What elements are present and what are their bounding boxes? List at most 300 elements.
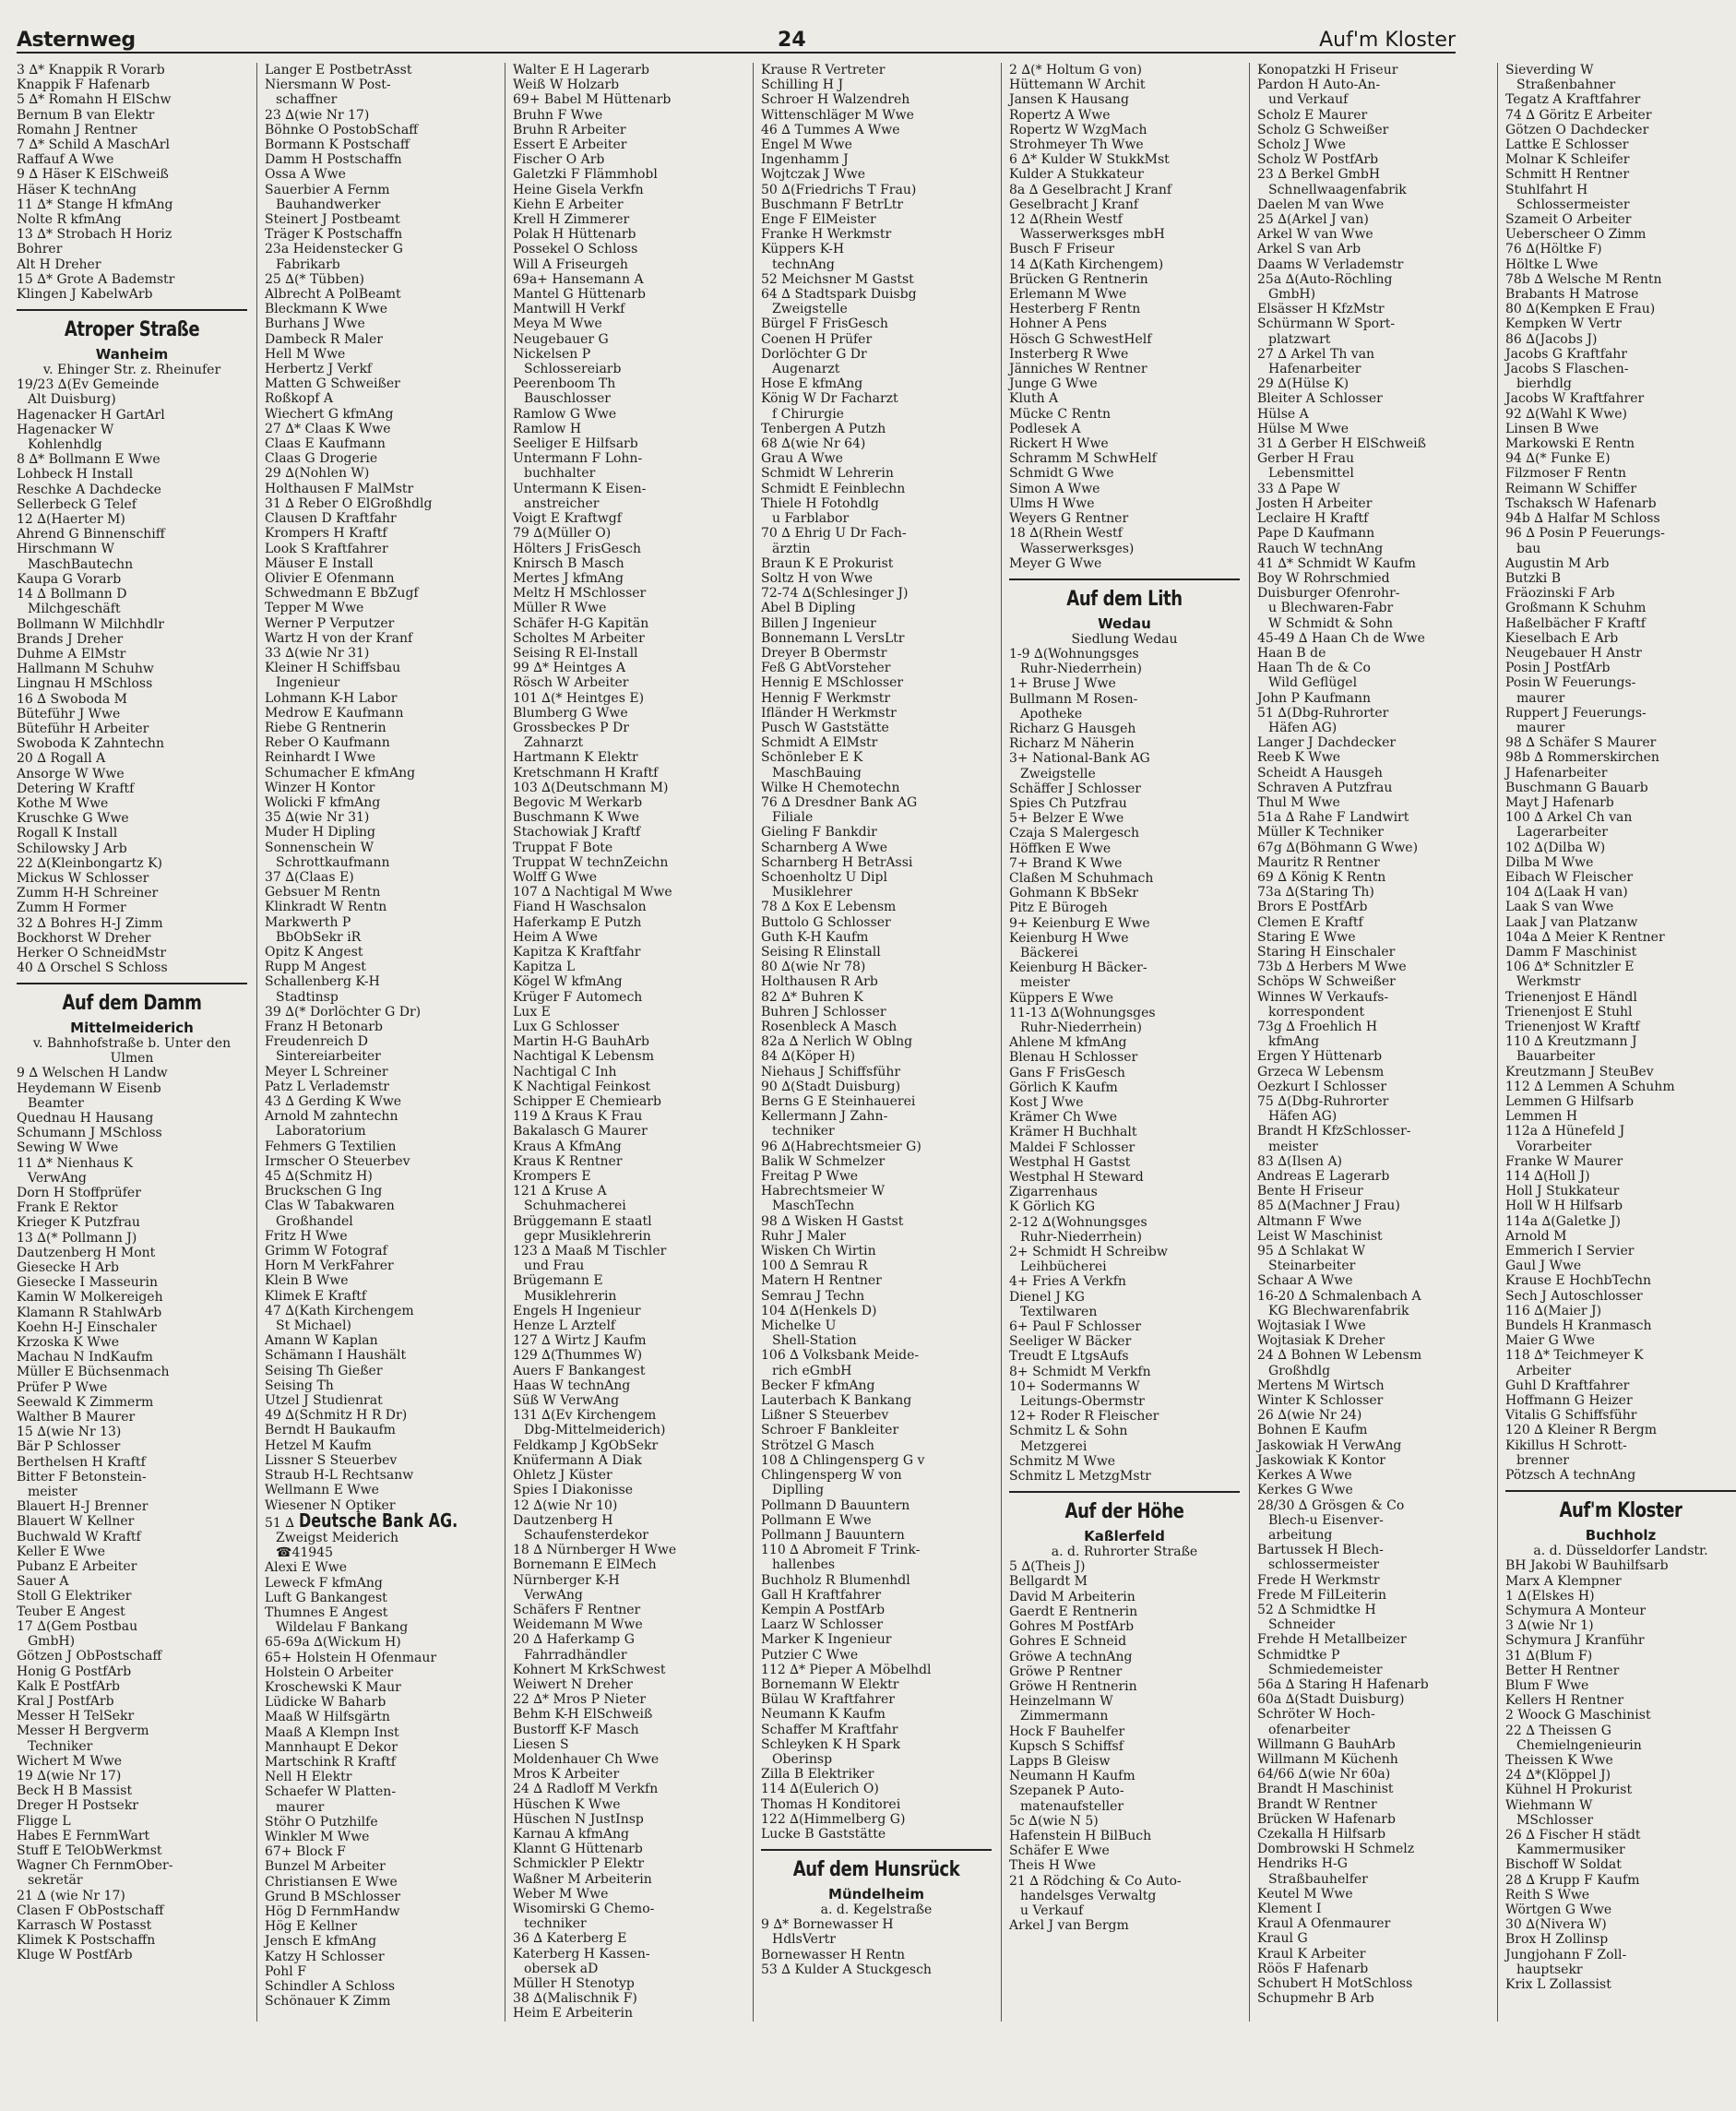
listing-entry: Lißner S Steuerbev <box>761 1408 889 1424</box>
listing-entry: 27 ∆* Claas K Wwe <box>265 421 391 436</box>
listing-entry: 100 ∆ Semrau R <box>761 1258 868 1274</box>
listing-entry: Jensch E kfmAng <box>265 1934 377 1950</box>
listing-entry: 45 ∆(Schmitz H) <box>265 1169 373 1185</box>
listing-entry: Großmann K Schuhm <box>1505 601 1647 616</box>
listing-entry: Blauert W Kellner <box>17 1514 135 1530</box>
listing-entry: Dreyer B Obermstr <box>761 645 887 661</box>
listing-entry: Blumberg G Wwe <box>513 705 628 721</box>
listing-entry: Honig G PostfArb <box>17 1664 132 1679</box>
listing-entry: Truppat W technZeichn <box>513 854 669 870</box>
listing-entry: Weber M Wwe <box>513 1886 609 1902</box>
listing-entry: 19/23 ∆(Ev Gemeinde <box>17 377 160 393</box>
listing-entry: Schaar A Wwe <box>1257 1273 1353 1289</box>
listing-entry: Pubanz E Arbeiter <box>17 1559 137 1575</box>
listing-entry: Prüfer P Wwe <box>17 1379 108 1395</box>
listing-entry: Buschmann F BetrLtr <box>761 197 904 212</box>
listing-entry: maurer <box>276 1799 325 1815</box>
listing-entry: Krämer H Buchhalt <box>1009 1125 1137 1140</box>
listing-entry: Bakalasch G Maurer <box>513 1124 648 1139</box>
listing-entry: Hennig F Werkmstr <box>761 690 891 706</box>
listing-entry: Thiele H Fotohdlg <box>761 495 879 511</box>
listing-entry: sekretär <box>28 1873 83 1889</box>
listing-entry: Habrechtsmeier W <box>761 1184 886 1199</box>
listing-entry: Lebensmittel <box>1268 466 1354 482</box>
listing-entry: Christiansen E Wwe <box>265 1874 398 1890</box>
listing-entry: Begovic M Werkarb <box>513 794 643 810</box>
listing-entry: Mertens M Wirtsch <box>1257 1378 1385 1393</box>
listing-entry: Steinert J Postbeamt <box>265 212 400 228</box>
listing-entry: 92 ∆(Wahl K Wwe) <box>1505 406 1627 422</box>
listing-entry: 15 ∆* Grote A Bademstr <box>17 271 175 287</box>
listing-entry: Busch F Friseur <box>1009 242 1115 257</box>
listing-entry: MaschBauing <box>772 765 862 781</box>
listing-entry: Hösch G SchwestHelf <box>1009 331 1152 347</box>
street-extent: v. Ehinger Str. z. Rheinufer <box>42 363 221 378</box>
listing-entry: Zumm H-H Schreiner <box>17 886 159 901</box>
listing-entry: 22 ∆ Theissen G <box>1505 1723 1611 1738</box>
listing-entry: Hög E Kellner <box>265 1919 358 1935</box>
listing-entry: 8+ Schmidt M Verkfn <box>1009 1364 1151 1379</box>
listing-entry: bau <box>1516 541 1541 556</box>
listing-entry: Markwerth P <box>265 914 351 930</box>
listing-entry: 40 ∆ Orschel S Schloss <box>17 960 168 976</box>
listing-entry: Mertes J kfmAng <box>513 570 624 586</box>
listing-entry: Klamann R StahlwArb <box>17 1305 162 1320</box>
listing-entry: Schmiedemeister <box>1268 1662 1383 1677</box>
listing-entry: MSchlosser <box>1516 1812 1594 1828</box>
listing-entry: Müller K Techniker <box>1257 825 1384 841</box>
listing-entry: Behm K-H ElSchweiß <box>513 1707 653 1723</box>
listing-entry: Wittenschläger M Wwe <box>761 107 914 123</box>
listing-entry: Hafenarbeiter <box>1268 362 1361 377</box>
listing-entry: Küppers E Wwe <box>1009 990 1114 1006</box>
listing-entry: 5+ Belzer E Wwe <box>1009 811 1124 827</box>
listing-entry: Buschmann K Wwe <box>513 810 640 826</box>
listing-entry: Marx A Klempner <box>1505 1573 1622 1589</box>
listing-entry: Götzen J ObPostschaff <box>17 1649 162 1664</box>
listing-entry: 112a ∆ Hünefeld J <box>1505 1124 1625 1139</box>
listing-entry: Giesecke I Masseurin <box>17 1275 158 1291</box>
listing-entry: Thomas H Konditorei <box>761 1796 901 1812</box>
listing-entry: Seewald K Zimmerm <box>17 1394 154 1410</box>
listing-entry: 39 ∆(* Dorlöchter G Dr) <box>265 1004 422 1020</box>
listing-entry: Wilke H Chemotechn <box>761 780 900 795</box>
district-name: Wedau <box>1098 614 1151 632</box>
street-extent: a. d. Kegelstraße <box>820 1902 933 1918</box>
listing-entry: Berndt H Baukaufm <box>265 1423 396 1438</box>
column-7 <box>1497 63 1736 2022</box>
listing-entry: Grau A Wwe <box>761 451 843 467</box>
listing-entry: Alt H Dreher <box>17 256 101 272</box>
listing-entry: Häfen AG) <box>1268 1109 1338 1125</box>
listing-entry: 69 ∆ König K Rentn <box>1257 869 1386 885</box>
listing-entry: 84 ∆(Köper H) <box>761 1049 856 1065</box>
listing-entry: Kapitza K Kraftfahr <box>513 944 641 960</box>
listing-entry: Schöps W Schweißer <box>1257 974 1396 990</box>
listing-entry: 21 ∆ (wie Nr 17) <box>17 1888 125 1903</box>
listing-entry: Schwedmann E BbZugf <box>265 586 419 602</box>
listing-entry: Insterberg R Wwe <box>1009 346 1129 362</box>
listing-entry: Herbertz J Verkf <box>265 362 373 377</box>
listing-entry: Schäffer J Schlosser <box>1009 781 1141 796</box>
listing-entry: Nolte R kfmAng <box>17 212 122 228</box>
listing-entry: 64/66 ∆(wie Nr 60a) <box>1257 1767 1391 1783</box>
listing-entry: Hendriks H-G <box>1257 1856 1348 1872</box>
listing-entry: HdlsVertr <box>772 1932 836 1948</box>
listing-entry: 73g ∆ Froehlich H <box>1257 1020 1378 1034</box>
listing-entry: Leclaire H Kraftf <box>1257 511 1369 527</box>
listing-entry: Bellgardt M <box>1009 1574 1088 1590</box>
listing-entry: Zweigstelle <box>1020 766 1096 781</box>
listing-entry: Hohner A Pens <box>1009 316 1107 332</box>
listing-entry: Freitag P Wwe <box>761 1169 859 1185</box>
listing-entry: 13 ∆* Strobach H Horiz <box>17 227 172 243</box>
listing-entry: Posin J PostfArb <box>1505 661 1611 676</box>
listing-entry: 5c ∆(wie N 5) <box>1009 1813 1099 1829</box>
listing-entry: VerwAng <box>28 1170 87 1186</box>
listing-entry: Großhdlg <box>1268 1363 1331 1378</box>
listing-entry: 13 ∆(* Pollmann J) <box>17 1230 137 1246</box>
listing-entry: Kempin A PostfArb <box>761 1602 886 1617</box>
listing-entry: Ossa A Wwe <box>265 167 346 183</box>
listing-entry: Scholtes M Arbeiter <box>513 630 645 646</box>
listing-entry: Meltz H MSchlosser <box>513 586 647 602</box>
listing-entry: Trienenjost W Kraftf <box>1505 1020 1640 1034</box>
listing-entry: Wagner Ch FernmOber- <box>17 1858 173 1874</box>
listing-entry: 99 ∆* Heintges A <box>513 661 626 676</box>
listing-entry: Arkel W van Wwe <box>1257 227 1373 243</box>
listing-entry: Maaß A Klempn Inst <box>265 1724 399 1740</box>
listing-entry: Büteführ H Arbeiter <box>17 721 149 736</box>
street-heading: Auf dem Hunsrück <box>792 1858 960 1882</box>
listing-entry: Haferkamp E Putzh <box>513 914 642 930</box>
listing-entry: Kerkes G Wwe <box>1257 1483 1353 1498</box>
listing-entry: Scholz G Schweißer <box>1257 122 1389 137</box>
listing-entry: Klimek E Kraftf <box>265 1288 367 1304</box>
listing-entry: Muder H Dipling <box>265 825 375 841</box>
listing-entry: Roßkopf A <box>265 391 333 407</box>
listing-entry: 2 ∆(* Holtum G von) <box>1009 63 1142 78</box>
listing-entry: Waßner M Arbeiterin <box>513 1871 652 1887</box>
listing-entry: Polak H Hüttenarb <box>513 227 636 243</box>
listing-entry: Sauer A <box>17 1574 69 1590</box>
listing-entry: Heim A Wwe <box>513 929 598 945</box>
listing-entry: Karrasch W Postasst <box>17 1917 152 1933</box>
listing-entry: Henze L Arztelf <box>513 1318 616 1334</box>
listing-entry: Hock F Bauhelfer <box>1009 1723 1125 1739</box>
listing-entry: Beck H B Massist <box>17 1783 133 1799</box>
listing-entry: maurer <box>1516 690 1565 706</box>
listing-entry: 98 ∆ Schäfer S Maurer <box>1505 735 1657 751</box>
listing-entry: Schroer F Bankleiter <box>761 1423 899 1438</box>
listing-entry: Riebe G Rentnerin <box>265 720 386 735</box>
listing-entry: Daams W Verlademstr <box>1257 256 1404 272</box>
listing-entry: Ulms H Wwe <box>1009 495 1095 511</box>
listing-entry: 106 ∆ Volksbank Meide- <box>761 1348 920 1364</box>
listing-entry: Kraus A KfmAng <box>513 1139 622 1154</box>
listing-entry: Kraus K Rentner <box>513 1153 623 1169</box>
listing-entry: Wisomirski G Chemo- <box>513 1901 655 1916</box>
listing-entry: 20 ∆ Rogall A <box>17 751 106 767</box>
listing-entry: 46 ∆ Tummes A Wwe <box>761 122 900 137</box>
listing-entry: Neumann H Kaufm <box>1009 1769 1136 1784</box>
street-heading: Auf dem Lith <box>1066 587 1183 611</box>
listing-entry: meister <box>1020 975 1070 991</box>
street-heading: Auf der Höhe <box>1064 1500 1184 1524</box>
listing-entry: Bunzel M Arbeiter <box>265 1859 386 1875</box>
listing-entry: Gröwe A technAng <box>1009 1649 1133 1664</box>
listing-entry: hallenbes <box>772 1557 836 1573</box>
listing-entry: 110 ∆ Kreutzmann J <box>1505 1034 1637 1050</box>
listing-entry: Brox H Zollinsp <box>1505 1932 1609 1948</box>
street-extent: Siedlung Wedau <box>1071 631 1178 647</box>
listing-entry: Ingenhamm J <box>761 152 849 168</box>
listing-entry: Possekel O Schloss <box>513 242 638 257</box>
listing-entry: Westphal H Gastst <box>1009 1154 1131 1170</box>
listing-entry: Claas G Drogerie <box>265 451 378 467</box>
listing-entry: Trienenjost E Stuhl <box>1505 1004 1633 1020</box>
listing-entry: Ansorge W Wwe <box>17 766 125 781</box>
listing-entry: Schubert H MotSchloss <box>1257 1976 1413 1991</box>
listing-entry: Alexi E Wwe <box>265 1560 348 1576</box>
listing-entry: Fahrradhändler <box>524 1647 627 1663</box>
listing-entry: 24 ∆ Bohnen W Lebensm <box>1257 1348 1422 1364</box>
listing-entry: Lux G Schlosser <box>513 1020 619 1034</box>
listing-entry: Willmann M Küchenh <box>1257 1751 1398 1767</box>
listing-entry: Wojtasiak I Wwe <box>1257 1318 1366 1334</box>
listing-entry: Bullmann M Rosen- <box>1009 691 1138 707</box>
listing-entry: Better H Rentner <box>1505 1663 1620 1678</box>
listing-entry: Putzier C Wwe <box>761 1647 859 1663</box>
listing-entry: 52 Meichsner M Gastst <box>761 271 914 287</box>
listing-entry: brenner <box>1516 1452 1569 1468</box>
listing-entry: platzwart <box>1268 331 1331 347</box>
listing-entry: Guhl D Kraftfahrer <box>1505 1378 1630 1393</box>
listing-entry: 76 ∆(Höltke F) <box>1505 242 1602 257</box>
listing-entry: 122 ∆(Himmelberg G) <box>761 1811 906 1827</box>
listing-entry: Peerenboom Th <box>513 376 616 392</box>
listing-entry: Buttolo G Schlosser <box>761 914 891 930</box>
listing-entry: Damm F Maschinist <box>1505 944 1637 960</box>
listing-entry: Augenarzt <box>772 362 840 377</box>
listing-entry: Wörtgen G Wwe <box>1505 1902 1612 1917</box>
listing-entry: Mickus W Schlosser <box>17 870 149 886</box>
listing-entry: Zimmermann <box>1020 1709 1109 1724</box>
listing-entry: Leihbücherei <box>1020 1259 1107 1275</box>
listing-entry: Bischoff W Soldat <box>1505 1857 1622 1873</box>
listing-entry: 12+ Roder R Fleischer <box>1009 1409 1159 1425</box>
listing-entry: Szepanek P Auto- <box>1009 1783 1124 1799</box>
listing-entry: Treudt E LtgsAufs <box>1009 1349 1129 1365</box>
listing-entry: Blenau H Schlosser <box>1009 1050 1138 1066</box>
listing-entry: 96 ∆ Posin P Feuerungs- <box>1505 526 1665 542</box>
listing-entry: 28/30 ∆ Grösgen & Co <box>1257 1497 1405 1513</box>
listing-entry: Schumacher E kfmAng <box>265 765 416 781</box>
listing-entry: Frede H Werkmstr <box>1257 1572 1380 1588</box>
listing-entry: 12 ∆(Haerter M) <box>17 512 125 528</box>
listing-entry: Josten H Arbeiter <box>1257 495 1373 511</box>
listing-entry: 2 Woock G Maschinist <box>1505 1708 1651 1723</box>
listing-entry: Reinhardt I Wwe <box>265 750 376 766</box>
listing-entry: Nachtigal C Inh <box>513 1064 617 1079</box>
listing-entry: Brors E PostfArb <box>1257 900 1368 915</box>
listing-entry: 94b ∆ Halfar M Schloss <box>1505 511 1660 527</box>
listing-entry: Frehde H Metallbeizer <box>1257 1632 1407 1648</box>
listing-entry: Kluge W PostfArb <box>17 1948 133 1963</box>
listing-entry: Lattke E Schlosser <box>1505 137 1629 153</box>
listing-entry: Winzer H Kontor <box>265 780 375 795</box>
listing-entry: Kraul G <box>1257 1931 1308 1947</box>
listing-entry: Machau N IndKaufm <box>17 1350 153 1366</box>
listing-entry: Büteführ J Wwe <box>17 706 121 722</box>
listing-entry: Brücken G Rentnerin <box>1009 271 1148 287</box>
listing-entry: Buschmann G Bauarb <box>1505 780 1648 795</box>
listing-entry: Clas W Tabakwaren <box>265 1199 395 1214</box>
listing-entry: Krieger K Putzfrau <box>17 1215 140 1231</box>
listing-entry: Schaefer W Platten- <box>265 1784 397 1800</box>
listing-entry: 25a ∆(Auto-Röchling <box>1257 271 1393 287</box>
listing-entry: Ifländer H Werkmstr <box>761 705 897 721</box>
listing-entry: Braun K E Prokurist <box>761 555 894 571</box>
listing-entry: 94 ∆(* Funke E) <box>1505 451 1611 467</box>
listing-entry: Keutel M Wwe <box>1257 1886 1353 1902</box>
listing-entry: 3 ∆(wie Nr 1) <box>1505 1618 1594 1634</box>
listing-entry: Habes E FernmWart <box>17 1828 150 1843</box>
listing-entry: Lingnau H MSchloss <box>17 676 153 692</box>
listing-entry: 129 ∆(Thummes W) <box>513 1348 643 1364</box>
listing-entry: Weyers G Rentner <box>1009 511 1129 527</box>
listing-entry: Ruhr-Niederrhein) <box>1020 1229 1142 1245</box>
listing-entry: rich eGmbH <box>772 1363 852 1378</box>
listing-entry: Simon A Wwe <box>1009 481 1100 496</box>
listing-entry: Kohlenhdlg <box>28 437 102 453</box>
listing-entry: Stoll G Elektriker <box>17 1589 132 1604</box>
listing-entry: Messer H TelSekr <box>17 1709 135 1724</box>
listing-entry: Czaja S Malergesch <box>1009 826 1140 841</box>
listing-entry: Dienel J KG <box>1009 1289 1085 1305</box>
listing-entry: Kieselbach E Arb <box>1505 630 1619 646</box>
listing-entry: 112 ∆* Pieper A Möbelhdl <box>761 1662 932 1677</box>
listing-entry: 60a ∆(Stadt Duisburg) <box>1257 1692 1405 1708</box>
listing-entry: 14 ∆(Kath Kirchengem) <box>1009 256 1164 272</box>
listing-entry: 127 ∆ Wirtz J Kaufm <box>513 1333 647 1349</box>
listing-entry: Gebsuer M Rentn <box>265 885 381 900</box>
listing-entry: Mücke C Rentn <box>1009 406 1112 422</box>
listing-entry: David M Arbeiterin <box>1009 1589 1136 1604</box>
listing-entry: Krause E HochbTechn <box>1505 1273 1651 1289</box>
listing-entry: Laboratorium <box>276 1124 366 1139</box>
listing-entry: u Blechwaren-Fabr <box>1268 601 1394 616</box>
listing-entry: Böhnke O PostobSchaff <box>265 122 419 137</box>
listing-entry: 47 ∆(Kath Kirchengem <box>265 1303 414 1318</box>
listing-entry: Reimann W Schiffer <box>1505 481 1637 496</box>
listing-entry: Kiehn E Arbeiter <box>513 197 624 212</box>
district-name: Buchholz <box>1585 1527 1657 1544</box>
listing-entry: Neugebauer H Anstr <box>1505 645 1642 661</box>
listing-entry: Billen J Ingenieur <box>761 615 876 631</box>
listing-entry: Becker F kfmAng <box>761 1378 875 1393</box>
listing-entry: Stuff E TelObWerkmst <box>17 1843 162 1858</box>
listing-entry: Schlossereiarb <box>524 362 622 377</box>
listing-entry: Werner P Verputzer <box>265 615 395 631</box>
listing-entry: Wiechert G kfmAng <box>265 406 394 422</box>
listing-entry: Linsen B Wwe <box>1505 421 1599 436</box>
listing-entry: 90 ∆(Stadt Duisburg) <box>761 1079 901 1094</box>
listing-entry: 19 ∆(wie Nr 17) <box>17 1768 122 1783</box>
listing-entry: Maaß W Hilfsgärtn <box>265 1710 390 1725</box>
listing-entry: Bustorff K-F Masch <box>513 1722 639 1737</box>
listing-entry: Burhans J Wwe <box>265 316 365 332</box>
street-divider <box>1505 1490 1736 1492</box>
listing-entry: GmbH) <box>28 1634 76 1650</box>
listing-entry: Schymura A Monteur <box>1505 1603 1647 1618</box>
listing-entry: arbeitung <box>1268 1527 1333 1543</box>
listing-entry: Seising R Elinstall <box>761 944 881 960</box>
listing-entry: Lissner S Steuerbev <box>265 1452 398 1468</box>
listing-entry: Heine Gisela Verkfn <box>513 182 644 197</box>
listing-entry: Schramm M SchwHelf <box>1009 451 1157 467</box>
listing-entry: Hartmann K Elektr <box>513 750 638 766</box>
listing-entry: Schmidt A ElMstr <box>761 735 878 751</box>
listing-entry: Wild Geflügel <box>1268 675 1358 691</box>
listing-entry: Pollmann J Bauuntern <box>761 1527 905 1543</box>
listing-entry: Herker O SchneidMstr <box>17 945 167 960</box>
listing-entry: Westphal H Steward <box>1009 1170 1144 1186</box>
listing-entry: Laak J van Platzanw <box>1505 914 1638 930</box>
listing-entry: Schumann J MSchloss <box>17 1126 162 1141</box>
listing-entry: Zweigst Meiderich <box>276 1530 399 1545</box>
listing-entry: Leitungs-Obermstr <box>1020 1394 1145 1410</box>
listing-entry: 85 ∆(Machner J Frau) <box>1257 1199 1400 1214</box>
listing-entry: 15 ∆(wie Nr 13) <box>17 1425 122 1440</box>
listing-entry: Heydemann W Eisenb <box>17 1080 161 1096</box>
listing-entry: Krämer Ch Wwe <box>1009 1110 1118 1126</box>
listing-entry: Ahlene M kfmAng <box>1009 1035 1127 1051</box>
listing-entry: Karnau A kfmAng <box>513 1826 629 1842</box>
listing-entry: 10+ Sodermanns W <box>1009 1378 1140 1394</box>
listing-entry: Schäfers F Rentner <box>513 1602 641 1617</box>
listing-entry: Haan Th de & Co <box>1257 661 1371 676</box>
listing-entry: Wolff G Wwe <box>513 869 598 885</box>
listing-entry: Kikillus H Schrott- <box>1505 1437 1627 1453</box>
listing-entry: Wartz H von der Kranf <box>265 630 413 646</box>
listing-entry: Ropertz W WzgMach <box>1009 122 1147 137</box>
listing-entry: 31 ∆(Blum F) <box>1505 1648 1593 1664</box>
listing-entry: 32 ∆ Bohres H-J Zimm <box>17 915 163 931</box>
listing-entry: Untermann K Eisen- <box>513 481 647 496</box>
listing-entry: Grund B MSchlosser <box>265 1889 401 1904</box>
listing-entry: 83 ∆(Ilsen A) <box>1257 1153 1343 1169</box>
listing-entry: Ingenieur <box>276 675 340 691</box>
listing-entry: schlossermeister <box>1268 1557 1380 1573</box>
listing-entry: 9 ∆ Welschen H Landw <box>17 1066 168 1081</box>
listing-entry: Schaffer M Kraftfahr <box>761 1722 898 1737</box>
listing-entry: Mauritz R Rentner <box>1257 854 1380 870</box>
listing-entry: Blauert H-J Brenner <box>17 1499 149 1515</box>
listing-entry: Scharnberg A Wwe <box>761 840 888 855</box>
listing-entry: Lux E <box>513 1004 551 1020</box>
listing-entry: Krzoska K Wwe <box>17 1335 119 1351</box>
listing-entry: Lohbeck H Install <box>17 467 134 483</box>
listing-entry: techniker <box>524 1916 587 1932</box>
listing-entry: Müller R Wwe <box>513 601 607 616</box>
listing-entry: Ahrend G Binnenschiff <box>17 527 165 543</box>
listing-entry: W Schmidt & Sohn <box>1268 615 1394 631</box>
listing-entry: 25 ∆(* Tübben) <box>265 271 364 287</box>
listing-entry: Schmidtke P <box>1257 1647 1340 1663</box>
listing-entry: KG Blechwarenfabrik <box>1268 1303 1409 1318</box>
listing-entry: u Farblabor <box>772 511 850 527</box>
